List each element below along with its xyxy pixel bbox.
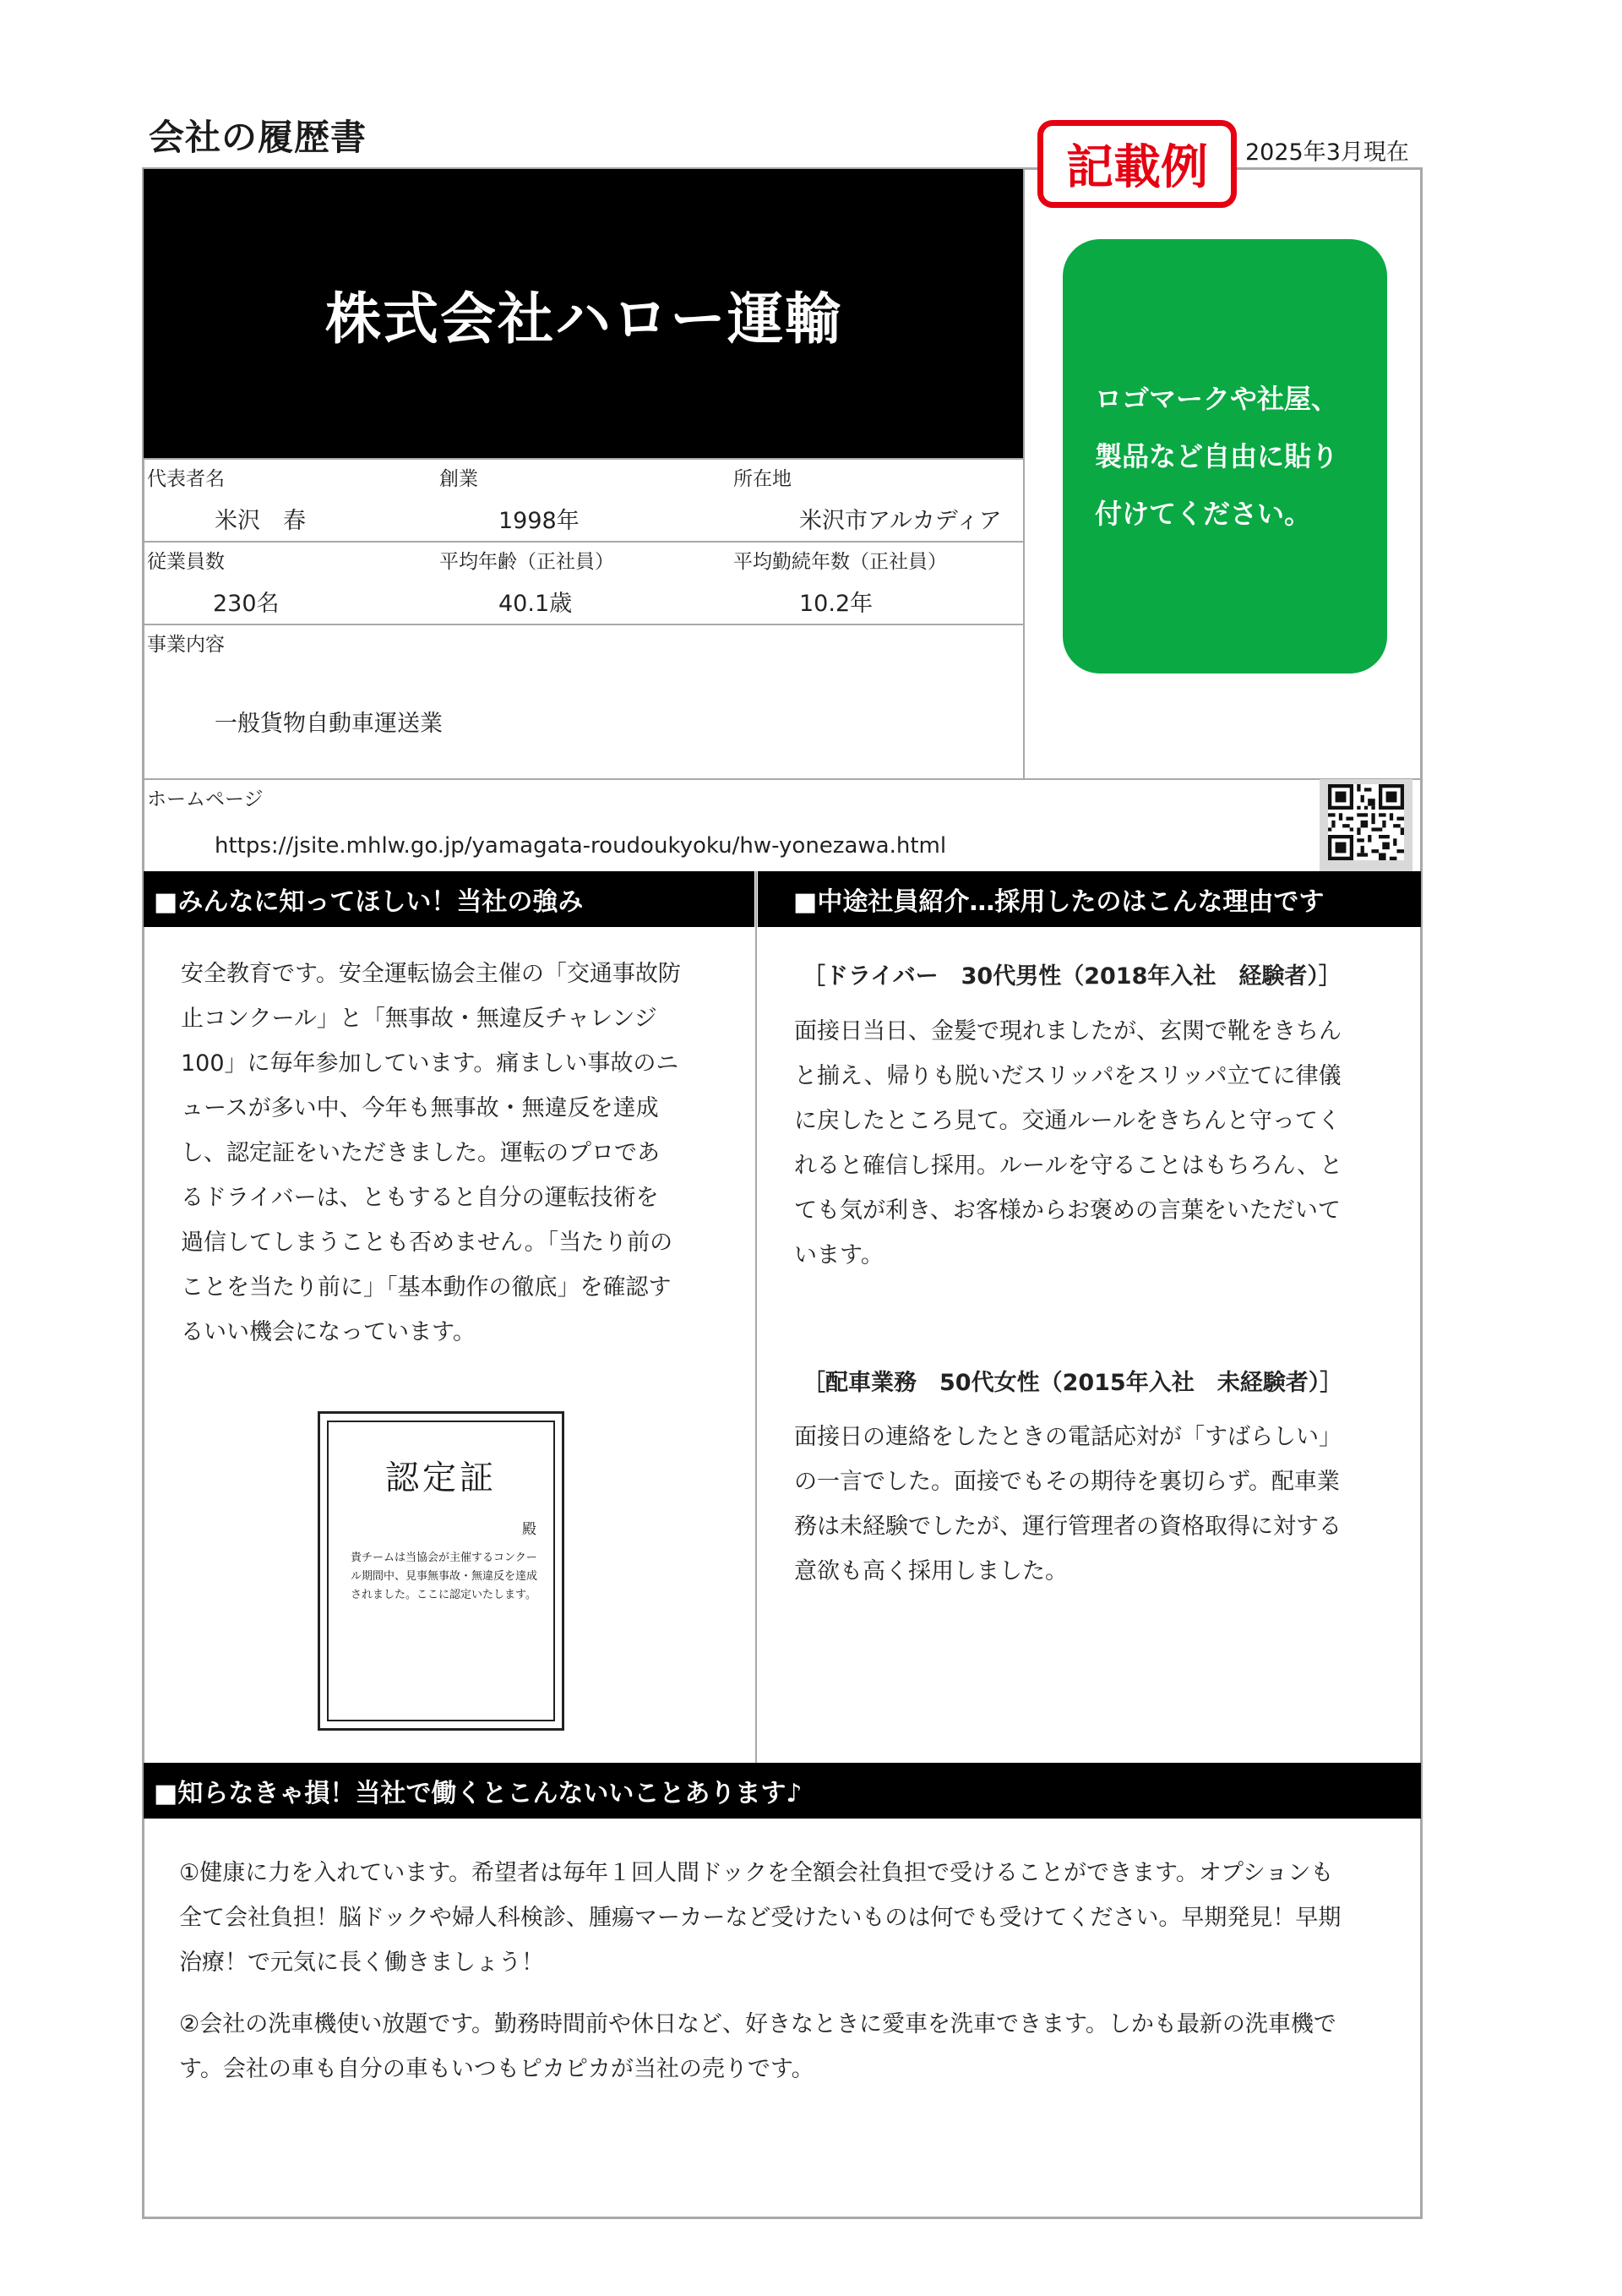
employees-value: 230名 (213, 591, 280, 617)
employees-label: 従業員数 (147, 551, 225, 573)
profile-heading-driver: ［ドライバー 30代男性（2018年入社 経験者）］ (803, 963, 1342, 990)
average-age-label: 平均年齢（正社員） (439, 551, 614, 573)
certificate-image (318, 1411, 564, 1731)
row-divider (144, 458, 1024, 460)
founded-value: 1998年 (498, 508, 580, 534)
benefit-item-2: ②会社の洗車機使い放題です。勤務時間前や休日など、好きなときに愛車を洗車できます。しかも最新の洗車機です。会社の車も自分の車もいつもピカピカが当社の売りです。 (179, 2011, 1336, 2082)
document-title: 会社の履歴書 (149, 117, 367, 158)
info-logo-divider (1023, 169, 1025, 779)
representative-value: 米沢 春 (215, 508, 306, 534)
strengths-text: 安全教育です。安全運転協会主催の「交通事故防止コンクール」と「無事故・無違反チャレンジ100」に毎年参加しています。痛ましい事故のニュースが多い中、今年も無事故・無違反を達成し、認定証をいただきました。運転のプロであるドライバーは、ともすると自分の運転技術を過信してしまうことも否めません。「当たり前のことを当たり前に」「基本動作の徹底」を確認するいい機会になっています。 (181, 961, 681, 1345)
as-of-date: 2025年3月現在 (1245, 139, 1409, 166)
location-label: 所在地 (733, 468, 792, 490)
homepage-label: ホームページ (147, 788, 264, 810)
profile-heading-dispatch: ［配車業務 50代女性（2015年入社 未経験者）］ (803, 1370, 1343, 1396)
profile-text-driver: 面接日当日、金髪で現れましたが、玄関で靴をきちんと揃え、帰りも脱いだスリッパをスリッパ立てに律儀に戻したところ見て。交通ルールをきちんと守ってくれると確信し採用。ルールを守ることはもちろん、とても気が利き、お客様からお褒めの言葉をいただいています。 (794, 1018, 1343, 1268)
location-value: 米沢市アルカディア (799, 508, 1002, 534)
business-value: 一般貨物自動車運送業 (215, 711, 443, 737)
sample-badge: 記載例 (1037, 120, 1237, 208)
midcareer-header: ■中途社員紹介…採用したのはこんな理由です (758, 871, 1421, 927)
profile-text-dispatch: 面接日の連絡をしたときの電話応対が「すばらしい」の一言でした。面接でもその期待を裏切らず。配車業務は未経験でしたが、運行管理者の資格取得に対する意欲も高く採用しました。 (794, 1424, 1342, 1584)
certificate-text: 貴チームは当協会が主催するコンクール期間中、見事無事故・無違反を達成されました。ここに認定いたします。 (351, 1552, 538, 1601)
row-divider (144, 624, 1024, 625)
representative-label: 代表者名 (147, 468, 225, 490)
homepage-url[interactable]: https://jsite.mhlw.go.jp/yamagata-roudoukyoku/hw-yonezawa.html (215, 833, 947, 859)
average-age-value: 40.1歳 (498, 591, 573, 617)
qr-code-icon (1328, 784, 1404, 860)
average-tenure-value: 10.2年 (799, 591, 874, 617)
founded-label: 創業 (439, 468, 478, 490)
average-tenure-label: 平均勤続年数（正社員） (733, 551, 947, 573)
benefits-header: ■知らなきゃ損！当社で働くとこんないいことあります♪ (144, 1763, 1421, 1819)
company-name: 株式会社ハロー運輸 (144, 169, 1024, 458)
row-divider (144, 778, 1421, 780)
benefit-item-1: ①健康に力を入れています。希望者は毎年１回人間ドックを全額会社負担で受けることができます。オプションも全て会社負担！脳ドックや婦人科検診、腫瘍マーカーなど受けたいものは何でも受けてください。早期発見！早期治療！で元気に長く働きましょう！ (179, 1860, 1342, 1976)
certificate-title: 認定証 (385, 1459, 497, 1497)
logo-placeholder-text: ロゴマークや社屋、製品など自由に貼り付けてください。 (1095, 383, 1339, 530)
business-label: 事業内容 (147, 634, 225, 656)
logo-placeholder (1063, 239, 1387, 674)
row-divider (144, 541, 1024, 543)
certificate-addressee: 殿 (522, 1521, 536, 1538)
strengths-header: ■みんなに知ってほしい！当社の強み (144, 871, 754, 927)
column-divider (755, 871, 757, 1763)
